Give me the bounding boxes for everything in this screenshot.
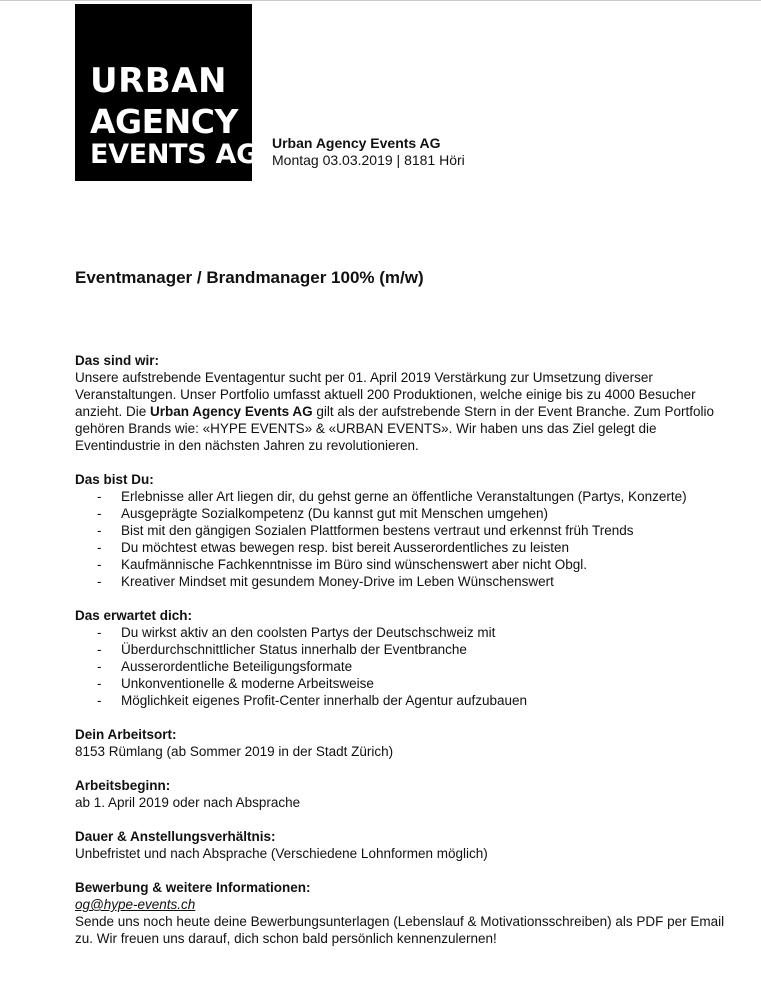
job-title: Eventmanager / Brandmanager 100% (m/w) [75,268,424,287]
application-heading: Bewerbung & weitere Informationen: [75,880,311,895]
list-item: - Bist mit den gängigen Sozialen Plattformen bestens vertraut und erkennst früh Trends [97,523,634,538]
logo-line-urban: URBAN [90,61,227,101]
list-dash: - [97,676,102,691]
logo-line-agency: AGENCY [90,102,238,141]
about-heading: Das sind wir: [75,353,160,368]
about-text-end: gilt als der aufstrebende Stern in der Event Branche. Zum Portfolio gehören Brands wie: «HYPE EVENTS» & «URBAN EVENTS». Wir haben uns das Ziel gelegt die Eventindustrie in den nächsten Jahren zu revolutionieren. [75,404,715,453]
top-divider [0,0,761,1]
list-item: - Du möchtest etwas bewegen resp. bist bereit Ausserordentliches zu leisten [97,540,569,555]
about-text [75,369,725,454]
profile-list [75,488,725,590]
workplace-heading: Dein Arbeitsort: [75,727,177,742]
offer-heading: Das erwartet dich: [75,608,193,623]
profile-heading: Das bist Du: [75,472,154,487]
list-item: - Erlebnisse aller Art liegen dir, du gehst gerne an öffentliche Veranstaltungen (Partys, Konzerte) [97,489,687,504]
start-text: ab 1. April 2019 oder nach Absprache [75,795,301,810]
list-item: - Du wirkst aktiv an den coolsten Partys der Deutschschweiz mit [97,625,496,640]
list-item: - Kreativer Mindset mit gesundem Money-Drive im Leben Wünschenswert [97,574,554,589]
truncated-line [75,947,725,954]
company-name: Urban Agency Events AG [272,135,441,151]
about-text-start: Unsere aufstrebende Eventagentur sucht per 01. April 2019 Verstärkung zur Umsetzung diverser Veranstaltungen. Unser Portfolio umfasst aktuell 200 Produktionen, welche einige bis zu 4000 Besucher anzieht. Die [75,370,696,419]
list-dash: - [97,557,102,572]
list-dash: - [97,625,102,640]
list-dash: - [97,642,102,657]
application-text: Sende uns noch heute deine Bewerbungsunterlagen (Lebenslauf & Motivationsschreiben) als PDF per Email zu. Wir freuen uns darauf, dich schon bald persönlich kennenzulernen! [75,914,725,946]
date-location: Montag 03.03.2019 | 8181 Höri [272,152,465,168]
duration-text: Unbefristet und nach Absprache (Verschiedene Lohnformen möglich) [75,846,488,861]
list-dash: - [97,574,102,589]
about-company-bold: Urban Agency Events AG [150,404,313,419]
offer-list [75,624,725,709]
list-item: - Ausserordentliche Beteiligungsformate [97,659,353,674]
list-dash: - [97,659,102,674]
email-link[interactable]: og@hype-events.ch [75,897,196,912]
list-dash: - [97,693,102,708]
job-description [75,352,725,954]
list-dash: - [97,540,102,555]
list-dash: - [97,523,102,538]
list-dash: - [97,489,102,504]
list-dash: - [97,506,102,521]
workplace-text: 8153 Rümlang (ab Sommer 2019 in der Stadt Zürich) [75,744,394,759]
list-item: - Ausgeprägte Sozialkompetenz (Du kannst gut mit Menschen umgehen) [97,506,548,521]
list-item: - Überdurchschnittlicher Status innerhalb der Eventbranche [97,642,467,657]
list-item: - Kaufmännische Fachkenntnisse im Büro sind wünschenswert aber nicht Obgl. [97,557,587,572]
duration-heading: Dauer & Anstellungsverhältnis: [75,829,276,844]
company-header [272,135,465,169]
start-heading: Arbeitsbeginn: [75,778,171,793]
company-logo [75,4,259,181]
list-item: - Möglichkeit eigenes Profit-Center innerhalb der Agentur aufzubauen [97,693,528,708]
list-item: - Unkonventionelle & moderne Arbeitsweise [97,676,374,691]
logo-line-events-ag: EVENTS AG [90,139,259,170]
